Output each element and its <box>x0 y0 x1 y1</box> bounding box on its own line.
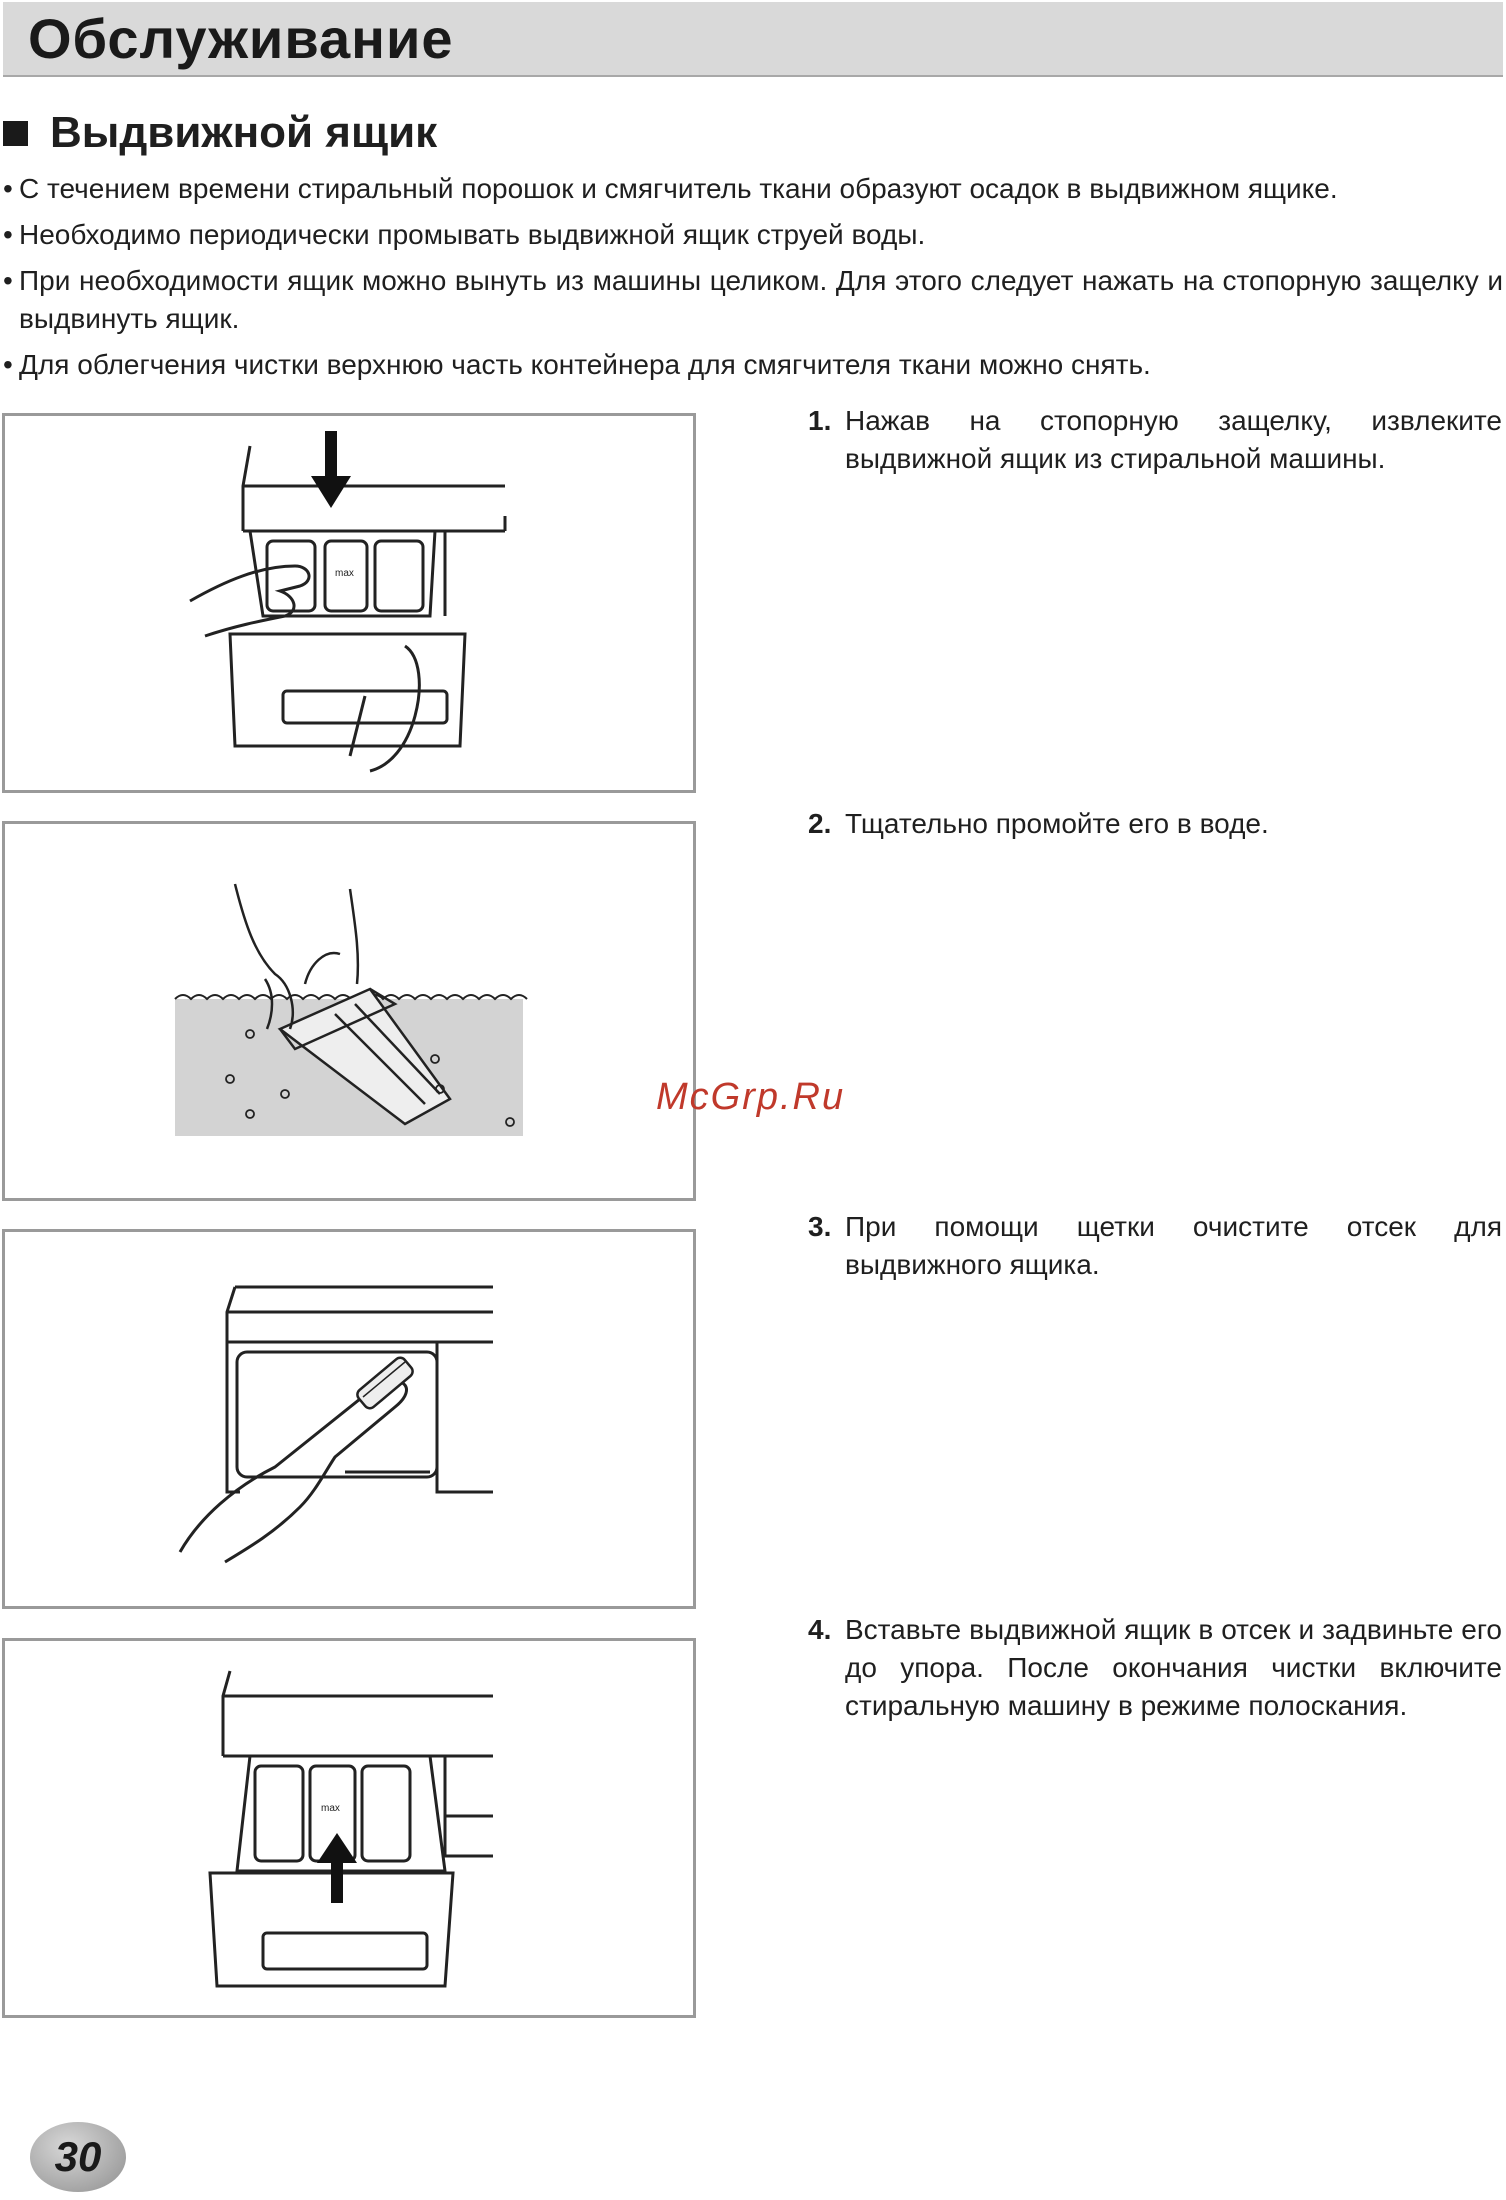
figure-brush-compartment <box>2 1229 696 1609</box>
step-text: Тщательно промойте его в воде. <box>845 808 1269 839</box>
bullet-item: • При необходимости ящик можно вынуть из машины целиком. Для этого следует нажать на стопорную защелку и выдвинуть ящик. <box>3 262 1503 338</box>
step-number: 3. <box>808 1211 832 1242</box>
step-1 <box>808 402 1502 478</box>
brush-icon <box>355 1355 415 1410</box>
max-label: max <box>335 568 354 579</box>
max-label: max <box>321 1803 340 1814</box>
figure-rinse-drawer <box>2 821 696 1201</box>
figure-insert-drawer <box>2 1638 696 2018</box>
bullet-item: • Необходимо периодически промывать выдвижной ящик струей воды. <box>3 216 1503 254</box>
step-3 <box>808 1208 1502 1284</box>
section-heading <box>3 108 437 158</box>
brush-compartment-illustration <box>5 1232 693 1606</box>
step-number: 4. <box>808 1614 832 1645</box>
step-text: Нажав на стопорную защелку, извлеките выдвижной ящик из стиральной машины. <box>845 405 1502 474</box>
step-2 <box>808 805 1502 843</box>
section-title: Выдвижной ящик <box>50 108 438 157</box>
page-title: Обслуживание <box>28 7 454 70</box>
figure-remove-drawer <box>2 413 696 793</box>
up-arrow-icon <box>317 1833 357 1903</box>
rinse-drawer-illustration <box>5 824 693 1198</box>
bullet-list <box>3 170 1503 392</box>
step-text: При помощи щетки очистите отсек для выдвижного ящика. <box>845 1211 1502 1280</box>
page-number: 30 <box>54 2133 102 2180</box>
remove-drawer-illustration <box>5 416 693 790</box>
square-bullet-icon <box>3 121 28 146</box>
bullet-item: • С течением времени стиральный порошок и смягчитель ткани образуют осадок в выдвижном ящике. <box>3 170 1503 208</box>
down-arrow-icon <box>311 431 351 508</box>
page-number-badge <box>30 2122 126 2192</box>
step-text: Вставьте выдвижной ящик в отсек и задвиньте его до упора. После окончания чистки включите стиральную машину в режиме полоскания. <box>845 1614 1502 1721</box>
header-bar <box>3 2 1503 77</box>
step-number: 2. <box>808 808 832 839</box>
step-number: 1. <box>808 405 832 436</box>
insert-drawer-illustration <box>5 1641 693 2015</box>
watermark: McGrp.Ru <box>656 1076 846 1118</box>
bullet-item: • Для облегчения чистки верхнюю часть контейнера для смягчителя ткани можно снять. <box>3 346 1503 384</box>
step-4 <box>808 1611 1502 1725</box>
